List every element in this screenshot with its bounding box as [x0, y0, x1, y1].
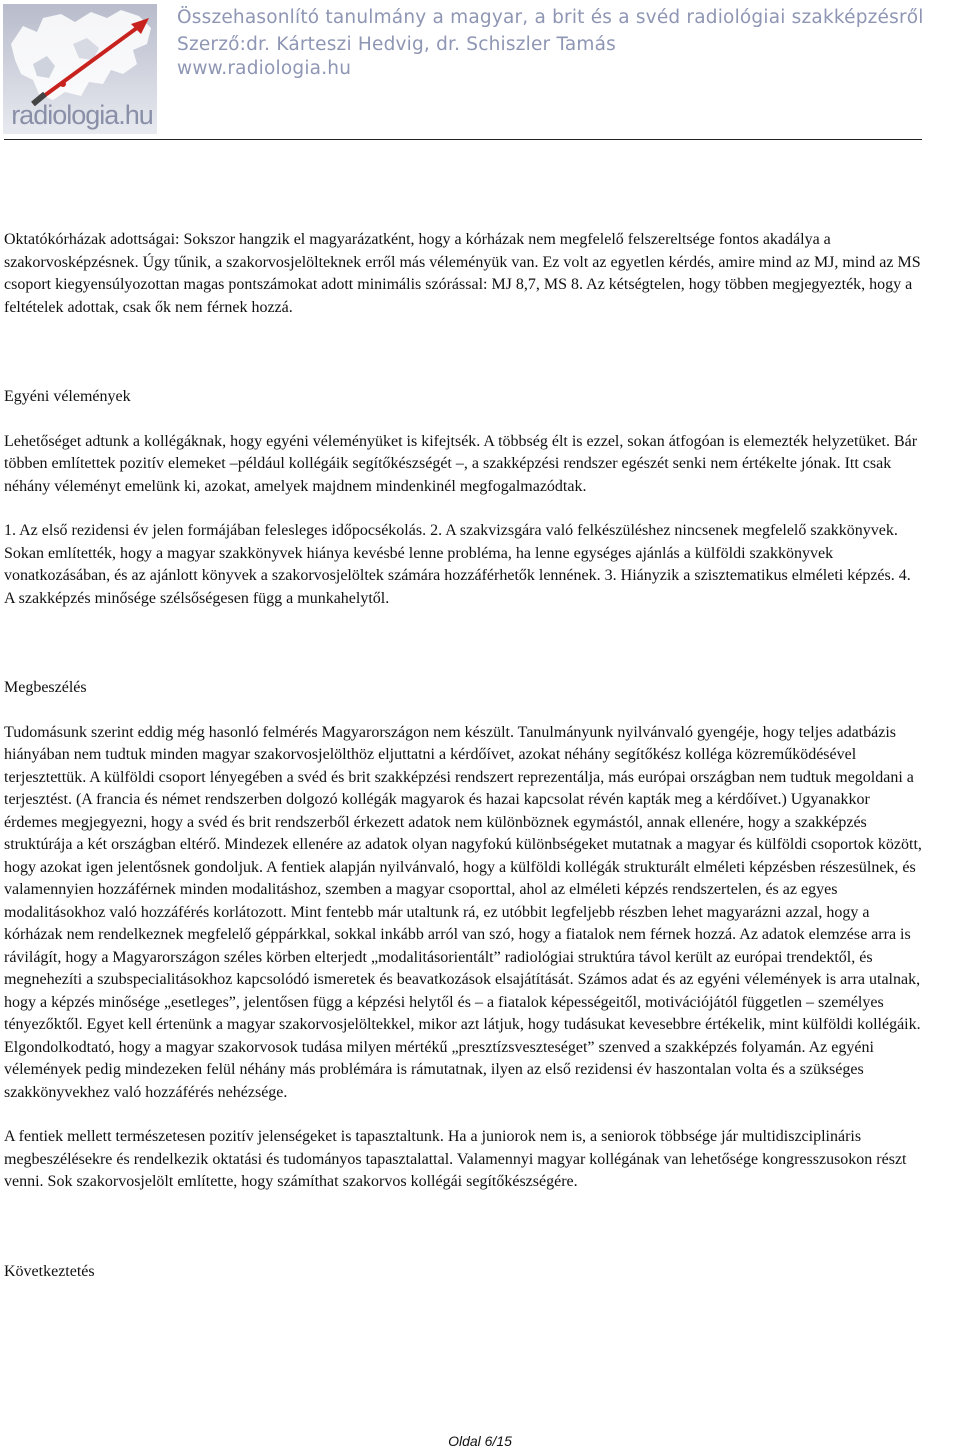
heading-megbeszeles: Megbeszélés [4, 679, 87, 696]
page-header [0, 0, 960, 142]
document-authors: Szerző:dr. Kárteszi Hedvig, dr. Schiszler Tamás [177, 34, 617, 55]
document-title: Összehasonlító tanulmány a magyar, a brit és a svéd radiológiai szakképzésről [177, 7, 924, 28]
header-divider [4, 139, 922, 140]
logo-text: radiologia.hu [11, 100, 153, 130]
heading-egyeni-velemenyek: Egyéni vélemények [4, 388, 131, 405]
site-url-link[interactable]: www.radiologia.hu [177, 58, 352, 79]
radiologia-logo [3, 4, 157, 134]
paragraph-velemenyek-lista: 1. Az első rezidensi év jelen formájában felesleges időpocsékolás. 2. A szakvizsgára való felkészüléshez nincsenek megfelelő szakkönyvek. Sokan említették, hogy a magyar szakkönyvek hiánya kevésbé lenne probléma, ha lenne egységes ajánlás a külföldi szakkönyvek vonatkozásában, és az ajánlott könyvek a szakorvosjelöltek számára hozzáférhetők lennének. 3. Hiányzik a szisztematikus elméleti képzés. 4. A szakképzés minősége szélsőségesen függ a munkahelytől. [4, 522, 911, 607]
paragraph-oktatokorhazak: Oktatókórházak adottságai: Sokszor hangzik el magyarázatként, hogy a kórházak nem megfelelő felszereltsége fontos akadálya a szakorvosképzésnek. Úgy tűnik, a szakorvosjelölteknek erről más véleményük van. Ez volt az egyetlen kérdés, amire mind az MJ, mind az MS csoport kiegyensúlyozottan magas pontszámokat adott minimális szórással: MJ 8,7, MS 8. Az kétségtelen, hogy többen megjegyezték, hogy a feltételek adottak, csak ők nem férnek hozzá. [4, 231, 921, 316]
paragraph-megbeszeles: Tudomásunk szerint eddig még hasonló felmérés Magyarországon nem készült. Tanulmányunk nyilvánvaló gyengéje, hogy teljes adatbázis hiányában nem tudtuk minden magyar szakorvosjelölthöz eljuttatni a kérdőívet, azokat néhány segítőkész kolléga közreműködésével terjesztettük. A külföldi csoport lényegében a svéd és brit szakképzési rendszert reprezentálja, más európai országban nem tudtuk megoldani a terjesztést. (A francia és német rendszerben dolgozó kollégák magyarok és hazai kapcsolat révén kapták meg a kérdőívet.) Ugyanakkor érdemes megjegyezni, hogy a svéd és brit rendszerből érkezett adatok nem különböznek egymástól, annak ellenére, hogy a szakképzés struktúrája a két országban eltérő. Mindezek ellenére az adatok olyan nagyfokú különbségeket mutatnak a magyar és külföldi csoportok között, hogy azokat igen jelentősnek gondoljuk. A fentiek alapján nyilvánvaló, hogy a külföldi kollégák strukturált elméleti képzésben részesülnek, és valamennyien hozzáférnek minden modalitáshoz, szemben a magyar csoporttal, ahol az elméleti képzés rendszertelen, és az egyes modalitásokhoz való hozzáférés korlátozott. Mint fentebb már utaltunk rá, ez utóbbit legfeljebb részben lehet magyarázni azzal, hogy a kórházak nem rendelkeznek megfelelő géppárkkal, sokkal inkább arról van szó, hogy a fiatalok nem férnek hozzá. Az adatok elemzése arra is rávilágít, hogy a Magyarországon széles körben elterjedt „modalitásorientált” radiológiai struktúra távol került az európai trendektől, és megnehezíti a szubspecialitásokhoz kapcsolódó ismeretek és beavatkozások elsajátítását. Számos adat és az egyéni vélemények is arra utalnak, hogy a képzés minősége „esetleges”, jelentősen függ a képzési helytől és – a fiatalok képességeitől, motivációjától független – személyes tényezőktől. Egyet kell értenünk a magyar szakorvosjelöltekkel, mikor azt látjuk, hogy tudásukat kevesebbre értékelik, mint külföldi kollégáik. Elgondolkodtató, hogy a magyar szakorvosok tudása milyen mértékű „presztízsveszteséget” szenved a szakképzés folyamán. Az egyéni vélemények pedig mindezeken felül néhány más problémára is rámutatnak, ilyen az első rezidensi év haszontalan volta és a szükséges szakkönyvekhez való hozzáférés nehézsége. [4, 723, 922, 1101]
heading-kovetkeztetes: Következtetés [4, 1262, 95, 1280]
page-number: Oldal 6/15 [448, 1433, 512, 1449]
paragraph-pozitiv-jelensegek: A fentiek mellett természetesen pozitív jelenségeket is tapasztaltunk. Ha a juniorok nem is, a seniorok többsége jár multidiszciplináris megbeszélésekre és rendelkezik oktatási és tudományos tapasztalattal. Valamennyi magyar kollégának van lehetősége kongresszusokon részt venni. Sok szakorvosjelölt említette, hogy számíthat szakorvos kollégái segítőkészségére. [4, 1128, 907, 1190]
article-body [4, 229, 924, 1283]
paragraph-egyeni-velemenyek: Lehetőséget adtunk a kollégáknak, hogy egyéni véleményüket is kifejtsék. A többség élt is ezzel, sokan átfogóan is elemezték helyzetüket. Bár többen említettek pozitív elemeket –például kollégáik segítőkészségét –, a szakképzési rendszer egészét senki nem értékelte jónak. Itt csak néhány véleményt emelünk ki, azokat, amelyek majdnem mindenkinél megfogalmazódtak. [4, 432, 918, 495]
